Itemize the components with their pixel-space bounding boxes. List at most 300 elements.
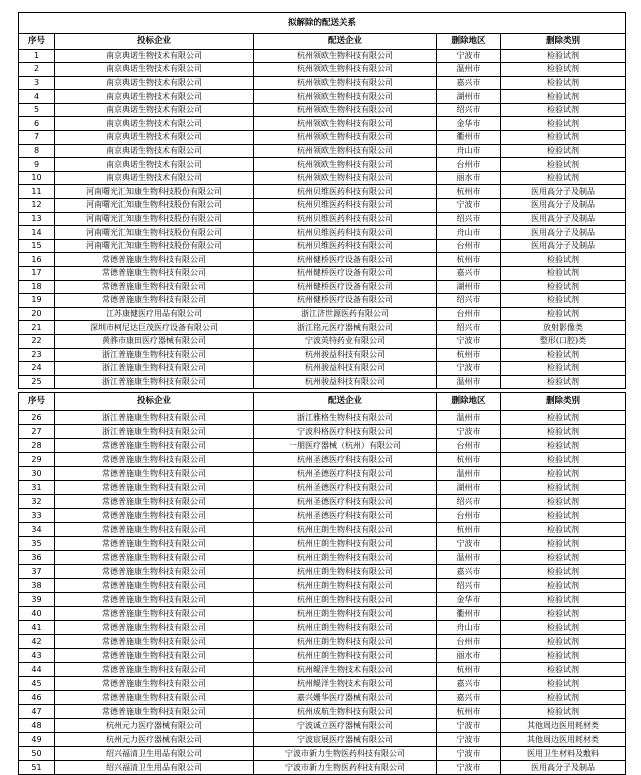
cell-category: 医用高分子及制品 bbox=[501, 239, 626, 253]
cell-distributor: 宁波英特药业有限公司 bbox=[254, 334, 437, 348]
cell-no: 15 bbox=[19, 239, 55, 253]
cell-distributor: 杭州领欧生物科技有限公司 bbox=[254, 117, 437, 131]
table-header-row bbox=[19, 34, 626, 50]
cell-distributor: 杭州领欧生物科技有限公司 bbox=[254, 144, 437, 158]
cell-category: 医用高分子及制品 bbox=[501, 212, 626, 226]
cell-category: 检验试剂 bbox=[501, 425, 626, 439]
cell-region: 温州市 bbox=[437, 467, 501, 481]
cell-category: 检验试剂 bbox=[501, 635, 626, 649]
table-row bbox=[19, 348, 626, 362]
cell-region: 绍兴市 bbox=[437, 212, 501, 226]
table-row bbox=[19, 761, 626, 775]
cell-no: 19 bbox=[19, 294, 55, 308]
cell-region: 宁波市 bbox=[437, 537, 501, 551]
cell-no: 6 bbox=[19, 117, 55, 131]
cell-category: 其他周边医用耗材类 bbox=[501, 719, 626, 733]
cell-distributor: 宁波市新力生物医药科技有限公司 bbox=[254, 761, 437, 775]
cell-category: 检验试剂 bbox=[501, 131, 626, 145]
table-row bbox=[19, 267, 626, 281]
cell-category: 医用高分子及制品 bbox=[501, 199, 626, 213]
table-row bbox=[19, 212, 626, 226]
cell-category: 检验试剂 bbox=[501, 171, 626, 185]
cell-no: 17 bbox=[19, 267, 55, 281]
cell-bidder: 南京典诺生物技术有限公司 bbox=[55, 131, 254, 145]
cell-region: 舟山市 bbox=[437, 226, 501, 240]
table-row bbox=[19, 691, 626, 705]
cell-region: 台州市 bbox=[437, 509, 501, 523]
cell-distributor: 杭州领欧生物科技有限公司 bbox=[254, 63, 437, 77]
table-row bbox=[19, 509, 626, 523]
cell-no: 24 bbox=[19, 362, 55, 376]
cell-bidder: 绍兴福清卫生用品有限公司 bbox=[55, 747, 254, 761]
cell-category: 其他周边医用耗材类 bbox=[501, 733, 626, 747]
cell-no: 30 bbox=[19, 467, 55, 481]
table-row bbox=[19, 375, 626, 389]
table-row bbox=[19, 321, 626, 335]
table-row bbox=[19, 733, 626, 747]
cell-region: 宁波市 bbox=[437, 425, 501, 439]
cell-category: 检验试剂 bbox=[501, 523, 626, 537]
cell-bidder: 常德普施康生物科技有限公司 bbox=[55, 579, 254, 593]
table-row bbox=[19, 280, 626, 294]
cell-distributor: 宁波市新力生物医药科技有限公司 bbox=[254, 747, 437, 761]
cell-no: 38 bbox=[19, 579, 55, 593]
cell-region: 宁波市 bbox=[437, 761, 501, 775]
cell-region: 宁波市 bbox=[437, 199, 501, 213]
cell-region: 绍兴市 bbox=[437, 103, 501, 117]
header-no: 序号 bbox=[19, 393, 55, 411]
cell-bidder: 浙江普施康生物科技有限公司 bbox=[55, 425, 254, 439]
cell-bidder: 常德普施康生物科技有限公司 bbox=[55, 439, 254, 453]
table-row bbox=[19, 131, 626, 145]
table-row bbox=[19, 663, 626, 677]
cell-region: 丽水市 bbox=[437, 171, 501, 185]
cell-region: 丽水市 bbox=[437, 649, 501, 663]
cell-bidder: 常德普施康生物科技有限公司 bbox=[55, 481, 254, 495]
table-body-part1 bbox=[19, 49, 626, 389]
cell-region: 舟山市 bbox=[437, 621, 501, 635]
cell-distributor: 杭州鲲洋生物技术有限公司 bbox=[254, 663, 437, 677]
table-row bbox=[19, 425, 626, 439]
cell-region: 嘉兴市 bbox=[437, 677, 501, 691]
cell-category: 医用高分子及制品 bbox=[501, 761, 626, 775]
cell-no: 27 bbox=[19, 425, 55, 439]
cell-category: 检验试剂 bbox=[501, 495, 626, 509]
cell-bidder: 江苏康健医疗用品有限公司 bbox=[55, 307, 254, 321]
table-header-row bbox=[19, 393, 626, 411]
cell-bidder: 深圳市柯尼达巨茂医疗设备有限公司 bbox=[55, 321, 254, 335]
cell-no: 20 bbox=[19, 307, 55, 321]
cell-distributor: 杭州庄朗生物科技有限公司 bbox=[254, 621, 437, 635]
cell-category: 检验试剂 bbox=[501, 467, 626, 481]
cell-no: 5 bbox=[19, 103, 55, 117]
cell-no: 35 bbox=[19, 537, 55, 551]
cell-region: 金华市 bbox=[437, 117, 501, 131]
cell-bidder: 南京典诺生物技术有限公司 bbox=[55, 117, 254, 131]
table-row bbox=[19, 495, 626, 509]
cell-bidder: 常德普施康生物科技有限公司 bbox=[55, 565, 254, 579]
cell-no: 14 bbox=[19, 226, 55, 240]
cell-no: 23 bbox=[19, 348, 55, 362]
table-row bbox=[19, 593, 626, 607]
table-row bbox=[19, 307, 626, 321]
table-row bbox=[19, 253, 626, 267]
cell-region: 杭州市 bbox=[437, 185, 501, 199]
cell-region: 宁波市 bbox=[437, 334, 501, 348]
table-row bbox=[19, 76, 626, 90]
cell-bidder: 河南曙光汇知康生物科技股份有限公司 bbox=[55, 185, 254, 199]
cell-distributor: 杭州庄朗生物科技有限公司 bbox=[254, 537, 437, 551]
table-row bbox=[19, 171, 626, 185]
cell-distributor: 杭州贝维医药科技有限公司 bbox=[254, 212, 437, 226]
cell-no: 21 bbox=[19, 321, 55, 335]
table-row bbox=[19, 226, 626, 240]
table-row bbox=[19, 63, 626, 77]
table-row bbox=[19, 411, 626, 425]
cell-bidder: 南京典诺生物技术有限公司 bbox=[55, 63, 254, 77]
table-row bbox=[19, 158, 626, 172]
cell-distributor: 杭州庄朗生物科技有限公司 bbox=[254, 565, 437, 579]
cell-no: 47 bbox=[19, 705, 55, 719]
cell-bidder: 杭州元力医疗器械有限公司 bbox=[55, 719, 254, 733]
cell-region: 杭州市 bbox=[437, 705, 501, 719]
cell-distributor: 杭州贝维医药科技有限公司 bbox=[254, 185, 437, 199]
cell-distributor: 杭州庄朗生物科技有限公司 bbox=[254, 593, 437, 607]
cell-category: 检验试剂 bbox=[501, 49, 626, 63]
cell-no: 10 bbox=[19, 171, 55, 185]
cell-distributor: 宁波宸展医疗器械有限公司 bbox=[254, 733, 437, 747]
cell-category: 检验试剂 bbox=[501, 375, 626, 389]
cell-no: 13 bbox=[19, 212, 55, 226]
cell-bidder: 常德普施康生物科技有限公司 bbox=[55, 663, 254, 677]
cell-category: 检验试剂 bbox=[501, 411, 626, 425]
cell-bidder: 河南曙光汇知康生物科技股份有限公司 bbox=[55, 199, 254, 213]
cell-distributor: 杭州领欧生物科技有限公司 bbox=[254, 49, 437, 63]
cell-bidder: 南京典诺生物技术有限公司 bbox=[55, 76, 254, 90]
cell-distributor: 杭州健桥医疗设备有限公司 bbox=[254, 280, 437, 294]
cell-region: 温州市 bbox=[437, 551, 501, 565]
cell-category: 检验试剂 bbox=[501, 76, 626, 90]
cell-no: 1 bbox=[19, 49, 55, 63]
cell-distributor: 杭州庄朗生物科技有限公司 bbox=[254, 635, 437, 649]
cell-no: 39 bbox=[19, 593, 55, 607]
cell-region: 金华市 bbox=[437, 593, 501, 607]
cell-bidder: 南京典诺生物技术有限公司 bbox=[55, 144, 254, 158]
cell-bidder: 浙江普施康生物科技有限公司 bbox=[55, 362, 254, 376]
cell-no: 4 bbox=[19, 90, 55, 104]
cell-region: 舟山市 bbox=[437, 144, 501, 158]
cell-distributor: 浙江雅格生物科技有限公司 bbox=[254, 411, 437, 425]
cell-category: 放射影像类 bbox=[501, 321, 626, 335]
table-row bbox=[19, 537, 626, 551]
cell-category: 检验试剂 bbox=[501, 691, 626, 705]
cell-distributor: 杭州圣德医疗科技有限公司 bbox=[254, 495, 437, 509]
cell-category: 检验试剂 bbox=[501, 63, 626, 77]
cell-bidder: 绍兴福清卫生用品有限公司 bbox=[55, 761, 254, 775]
table-row bbox=[19, 294, 626, 308]
cell-distributor: 杭州领欧生物科技有限公司 bbox=[254, 76, 437, 90]
cell-no: 44 bbox=[19, 663, 55, 677]
cell-bidder: 常德普施康生物科技有限公司 bbox=[55, 267, 254, 281]
cell-region: 湖州市 bbox=[437, 481, 501, 495]
cell-no: 3 bbox=[19, 76, 55, 90]
cell-bidder: 常德普施康生物科技有限公司 bbox=[55, 705, 254, 719]
cell-distributor: 杭州庄朗生物科技有限公司 bbox=[254, 551, 437, 565]
cell-distributor: 杭州健桥医疗设备有限公司 bbox=[254, 267, 437, 281]
cell-region: 嘉兴市 bbox=[437, 691, 501, 705]
cell-distributor: 杭州领欧生物科技有限公司 bbox=[254, 131, 437, 145]
table-title: 拟解除的配送关系 bbox=[19, 13, 626, 34]
cell-region: 宁波市 bbox=[437, 49, 501, 63]
cell-region: 台州市 bbox=[437, 239, 501, 253]
cell-bidder: 常德普施康生物科技有限公司 bbox=[55, 649, 254, 663]
distribution-table-part2 bbox=[18, 392, 626, 775]
cell-distributor: 杭州圣德医疗科技有限公司 bbox=[254, 481, 437, 495]
cell-bidder: 杭州元力医疗器械有限公司 bbox=[55, 733, 254, 747]
cell-bidder: 河南曙光汇知康生物科技股份有限公司 bbox=[55, 212, 254, 226]
header-distributor: 配送企业 bbox=[254, 393, 437, 411]
table-row bbox=[19, 453, 626, 467]
header-category: 删除类别 bbox=[501, 393, 626, 411]
table-row bbox=[19, 49, 626, 63]
cell-bidder: 常德普施康生物科技有限公司 bbox=[55, 593, 254, 607]
cell-bidder: 常德普施康生物科技有限公司 bbox=[55, 607, 254, 621]
cell-region: 衢州市 bbox=[437, 131, 501, 145]
cell-distributor: 杭州骏益科技有限公司 bbox=[254, 362, 437, 376]
cell-bidder: 常德普施康生物科技有限公司 bbox=[55, 467, 254, 481]
cell-no: 42 bbox=[19, 635, 55, 649]
cell-bidder: 常德普施康生物科技有限公司 bbox=[55, 453, 254, 467]
cell-no: 9 bbox=[19, 158, 55, 172]
table-row bbox=[19, 362, 626, 376]
cell-distributor: 浙江济世源医药有限公司 bbox=[254, 307, 437, 321]
cell-no: 46 bbox=[19, 691, 55, 705]
cell-category: 检验试剂 bbox=[501, 537, 626, 551]
cell-bidder: 浙江普施康生物科技有限公司 bbox=[55, 348, 254, 362]
cell-region: 宁波市 bbox=[437, 719, 501, 733]
cell-region: 宁波市 bbox=[437, 747, 501, 761]
cell-distributor: 杭州骏益科技有限公司 bbox=[254, 375, 437, 389]
cell-category: 检验试剂 bbox=[501, 280, 626, 294]
cell-distributor: 杭州贝维医药科技有限公司 bbox=[254, 239, 437, 253]
cell-category: 检验试剂 bbox=[501, 621, 626, 635]
cell-distributor: 宁波诚立医疗器械有限公司 bbox=[254, 719, 437, 733]
cell-region: 杭州市 bbox=[437, 523, 501, 537]
cell-region: 湖州市 bbox=[437, 90, 501, 104]
table-body-part2 bbox=[19, 411, 626, 775]
cell-region: 杭州市 bbox=[437, 348, 501, 362]
cell-distributor: 杭州圣德医疗科技有限公司 bbox=[254, 509, 437, 523]
cell-distributor: 杭州领欧生物科技有限公司 bbox=[254, 158, 437, 172]
cell-bidder: 河南曙光汇知康生物科技股份有限公司 bbox=[55, 239, 254, 253]
cell-no: 40 bbox=[19, 607, 55, 621]
cell-distributor: 嘉兴姗华医疗器械有限公司 bbox=[254, 691, 437, 705]
cell-region: 杭州市 bbox=[437, 453, 501, 467]
cell-no: 34 bbox=[19, 523, 55, 537]
cell-no: 51 bbox=[19, 761, 55, 775]
cell-no: 7 bbox=[19, 131, 55, 145]
cell-distributor: 杭州庄朗生物科技有限公司 bbox=[254, 579, 437, 593]
cell-bidder: 常德普施康生物科技有限公司 bbox=[55, 495, 254, 509]
cell-bidder: 常德普施康生物科技有限公司 bbox=[55, 621, 254, 635]
cell-distributor: 杭州鲲洋生物技术有限公司 bbox=[254, 677, 437, 691]
cell-category: 检验试剂 bbox=[501, 579, 626, 593]
cell-category: 检验试剂 bbox=[501, 551, 626, 565]
cell-distributor: 杭州成航生物科技有限公司 bbox=[254, 705, 437, 719]
cell-bidder: 南京典诺生物技术有限公司 bbox=[55, 171, 254, 185]
table-row bbox=[19, 705, 626, 719]
cell-category: 检验试剂 bbox=[501, 677, 626, 691]
cell-region: 温州市 bbox=[437, 411, 501, 425]
cell-region: 嘉兴市 bbox=[437, 76, 501, 90]
table-row bbox=[19, 439, 626, 453]
cell-distributor: 宁波科格医疗科技有限公司 bbox=[254, 425, 437, 439]
cell-distributor: 杭州健桥医疗设备有限公司 bbox=[254, 294, 437, 308]
cell-category: 医用高分子及制品 bbox=[501, 226, 626, 240]
cell-category: 检验试剂 bbox=[501, 439, 626, 453]
cell-bidder: 浙江普施康生物科技有限公司 bbox=[55, 375, 254, 389]
cell-distributor: 杭州领欧生物科技有限公司 bbox=[254, 103, 437, 117]
cell-no: 37 bbox=[19, 565, 55, 579]
cell-no: 29 bbox=[19, 453, 55, 467]
cell-bidder: 常德普施康生物科技有限公司 bbox=[55, 635, 254, 649]
table-row bbox=[19, 239, 626, 253]
cell-region: 宁波市 bbox=[437, 362, 501, 376]
cell-bidder: 黄骅市康田医疗器械有限公司 bbox=[55, 334, 254, 348]
table-row bbox=[19, 565, 626, 579]
cell-distributor: 杭州骏益科技有限公司 bbox=[254, 348, 437, 362]
cell-distributor: 一朋医疗器械（杭州）有限公司 bbox=[254, 439, 437, 453]
cell-bidder: 南京典诺生物技术有限公司 bbox=[55, 90, 254, 104]
cell-category: 检验试剂 bbox=[501, 705, 626, 719]
cell-distributor: 杭州贝维医药科技有限公司 bbox=[254, 226, 437, 240]
cell-region: 温州市 bbox=[437, 63, 501, 77]
cell-bidder: 南京典诺生物技术有限公司 bbox=[55, 49, 254, 63]
cell-category: 医用高分子及制品 bbox=[501, 185, 626, 199]
cell-no: 25 bbox=[19, 375, 55, 389]
cell-no: 16 bbox=[19, 253, 55, 267]
cell-no: 2 bbox=[19, 63, 55, 77]
cell-distributor: 杭州圣德医疗科技有限公司 bbox=[254, 467, 437, 481]
cell-category: 检验试剂 bbox=[501, 144, 626, 158]
cell-no: 32 bbox=[19, 495, 55, 509]
cell-region: 台州市 bbox=[437, 158, 501, 172]
cell-no: 36 bbox=[19, 551, 55, 565]
cell-category: 检验试剂 bbox=[501, 481, 626, 495]
cell-category: 检验试剂 bbox=[501, 607, 626, 621]
cell-region: 绍兴市 bbox=[437, 321, 501, 335]
cell-category: 检验试剂 bbox=[501, 362, 626, 376]
cell-bidder: 常德普施康生物科技有限公司 bbox=[55, 537, 254, 551]
header-distributor: 配送企业 bbox=[254, 34, 437, 50]
table-row bbox=[19, 649, 626, 663]
cell-no: 33 bbox=[19, 509, 55, 523]
cell-distributor: 杭州领欧生物科技有限公司 bbox=[254, 90, 437, 104]
table-row bbox=[19, 607, 626, 621]
header-no: 序号 bbox=[19, 34, 55, 50]
table-row bbox=[19, 677, 626, 691]
cell-region: 台州市 bbox=[437, 439, 501, 453]
cell-no: 41 bbox=[19, 621, 55, 635]
cell-region: 衢州市 bbox=[437, 607, 501, 621]
table-row bbox=[19, 635, 626, 649]
cell-bidder: 河南曙光汇知康生物科技股份有限公司 bbox=[55, 226, 254, 240]
cell-region: 绍兴市 bbox=[437, 294, 501, 308]
cell-category: 检验试剂 bbox=[501, 509, 626, 523]
cell-distributor: 浙江铭元医疗器械有限公司 bbox=[254, 321, 437, 335]
cell-category: 检验试剂 bbox=[501, 253, 626, 267]
header-region: 删除地区 bbox=[437, 34, 501, 50]
header-bidder: 投标企业 bbox=[55, 34, 254, 50]
cell-category: 检验试剂 bbox=[501, 267, 626, 281]
cell-no: 18 bbox=[19, 280, 55, 294]
cell-bidder: 常德普施康生物科技有限公司 bbox=[55, 253, 254, 267]
header-bidder: 投标企业 bbox=[55, 393, 254, 411]
cell-distributor: 杭州贝维医药科技有限公司 bbox=[254, 199, 437, 213]
cell-region: 温州市 bbox=[437, 375, 501, 389]
cell-bidder: 常德普施康生物科技有限公司 bbox=[55, 294, 254, 308]
cell-no: 50 bbox=[19, 747, 55, 761]
cell-bidder: 常德普施康生物科技有限公司 bbox=[55, 280, 254, 294]
cell-category: 检验试剂 bbox=[501, 117, 626, 131]
cell-region: 嘉兴市 bbox=[437, 565, 501, 579]
cell-region: 嘉兴市 bbox=[437, 267, 501, 281]
cell-bidder: 常德普施康生物科技有限公司 bbox=[55, 691, 254, 705]
cell-bidder: 常德普施康生物科技有限公司 bbox=[55, 523, 254, 537]
cell-bidder: 常德普施康生物科技有限公司 bbox=[55, 509, 254, 523]
cell-category: 整形(口腔)类 bbox=[501, 334, 626, 348]
cell-category: 检验试剂 bbox=[501, 565, 626, 579]
cell-no: 26 bbox=[19, 411, 55, 425]
cell-category: 检验试剂 bbox=[501, 307, 626, 321]
cell-bidder: 南京典诺生物技术有限公司 bbox=[55, 158, 254, 172]
cell-category: 检验试剂 bbox=[501, 348, 626, 362]
table-row bbox=[19, 621, 626, 635]
cell-bidder: 常德普施康生物科技有限公司 bbox=[55, 677, 254, 691]
cell-region: 绍兴市 bbox=[437, 579, 501, 593]
cell-no: 31 bbox=[19, 481, 55, 495]
table-row bbox=[19, 579, 626, 593]
cell-category: 检验试剂 bbox=[501, 158, 626, 172]
cell-distributor: 杭州圣德医疗科技有限公司 bbox=[254, 453, 437, 467]
table-row bbox=[19, 334, 626, 348]
cell-region: 杭州市 bbox=[437, 253, 501, 267]
table-row bbox=[19, 719, 626, 733]
cell-category: 检验试剂 bbox=[501, 593, 626, 607]
cell-no: 11 bbox=[19, 185, 55, 199]
cell-no: 12 bbox=[19, 199, 55, 213]
cell-distributor: 杭州庄朗生物科技有限公司 bbox=[254, 649, 437, 663]
cell-bidder: 常德普施康生物科技有限公司 bbox=[55, 551, 254, 565]
cell-distributor: 杭州庄朗生物科技有限公司 bbox=[254, 607, 437, 621]
cell-category: 检验试剂 bbox=[501, 453, 626, 467]
cell-bidder: 浙江普施康生物科技有限公司 bbox=[55, 411, 254, 425]
cell-distributor: 杭州庄朗生物科技有限公司 bbox=[254, 523, 437, 537]
cell-bidder: 南京典诺生物技术有限公司 bbox=[55, 103, 254, 117]
cell-category: 检验试剂 bbox=[501, 103, 626, 117]
table-row bbox=[19, 144, 626, 158]
cell-no: 28 bbox=[19, 439, 55, 453]
cell-region: 台州市 bbox=[437, 307, 501, 321]
header-region: 删除地区 bbox=[437, 393, 501, 411]
table-row bbox=[19, 103, 626, 117]
cell-category: 医用卫生材料及敷料 bbox=[501, 747, 626, 761]
table-row bbox=[19, 467, 626, 481]
table-row bbox=[19, 117, 626, 131]
cell-region: 杭州市 bbox=[437, 663, 501, 677]
cell-region: 绍兴市 bbox=[437, 495, 501, 509]
cell-category: 检验试剂 bbox=[501, 294, 626, 308]
